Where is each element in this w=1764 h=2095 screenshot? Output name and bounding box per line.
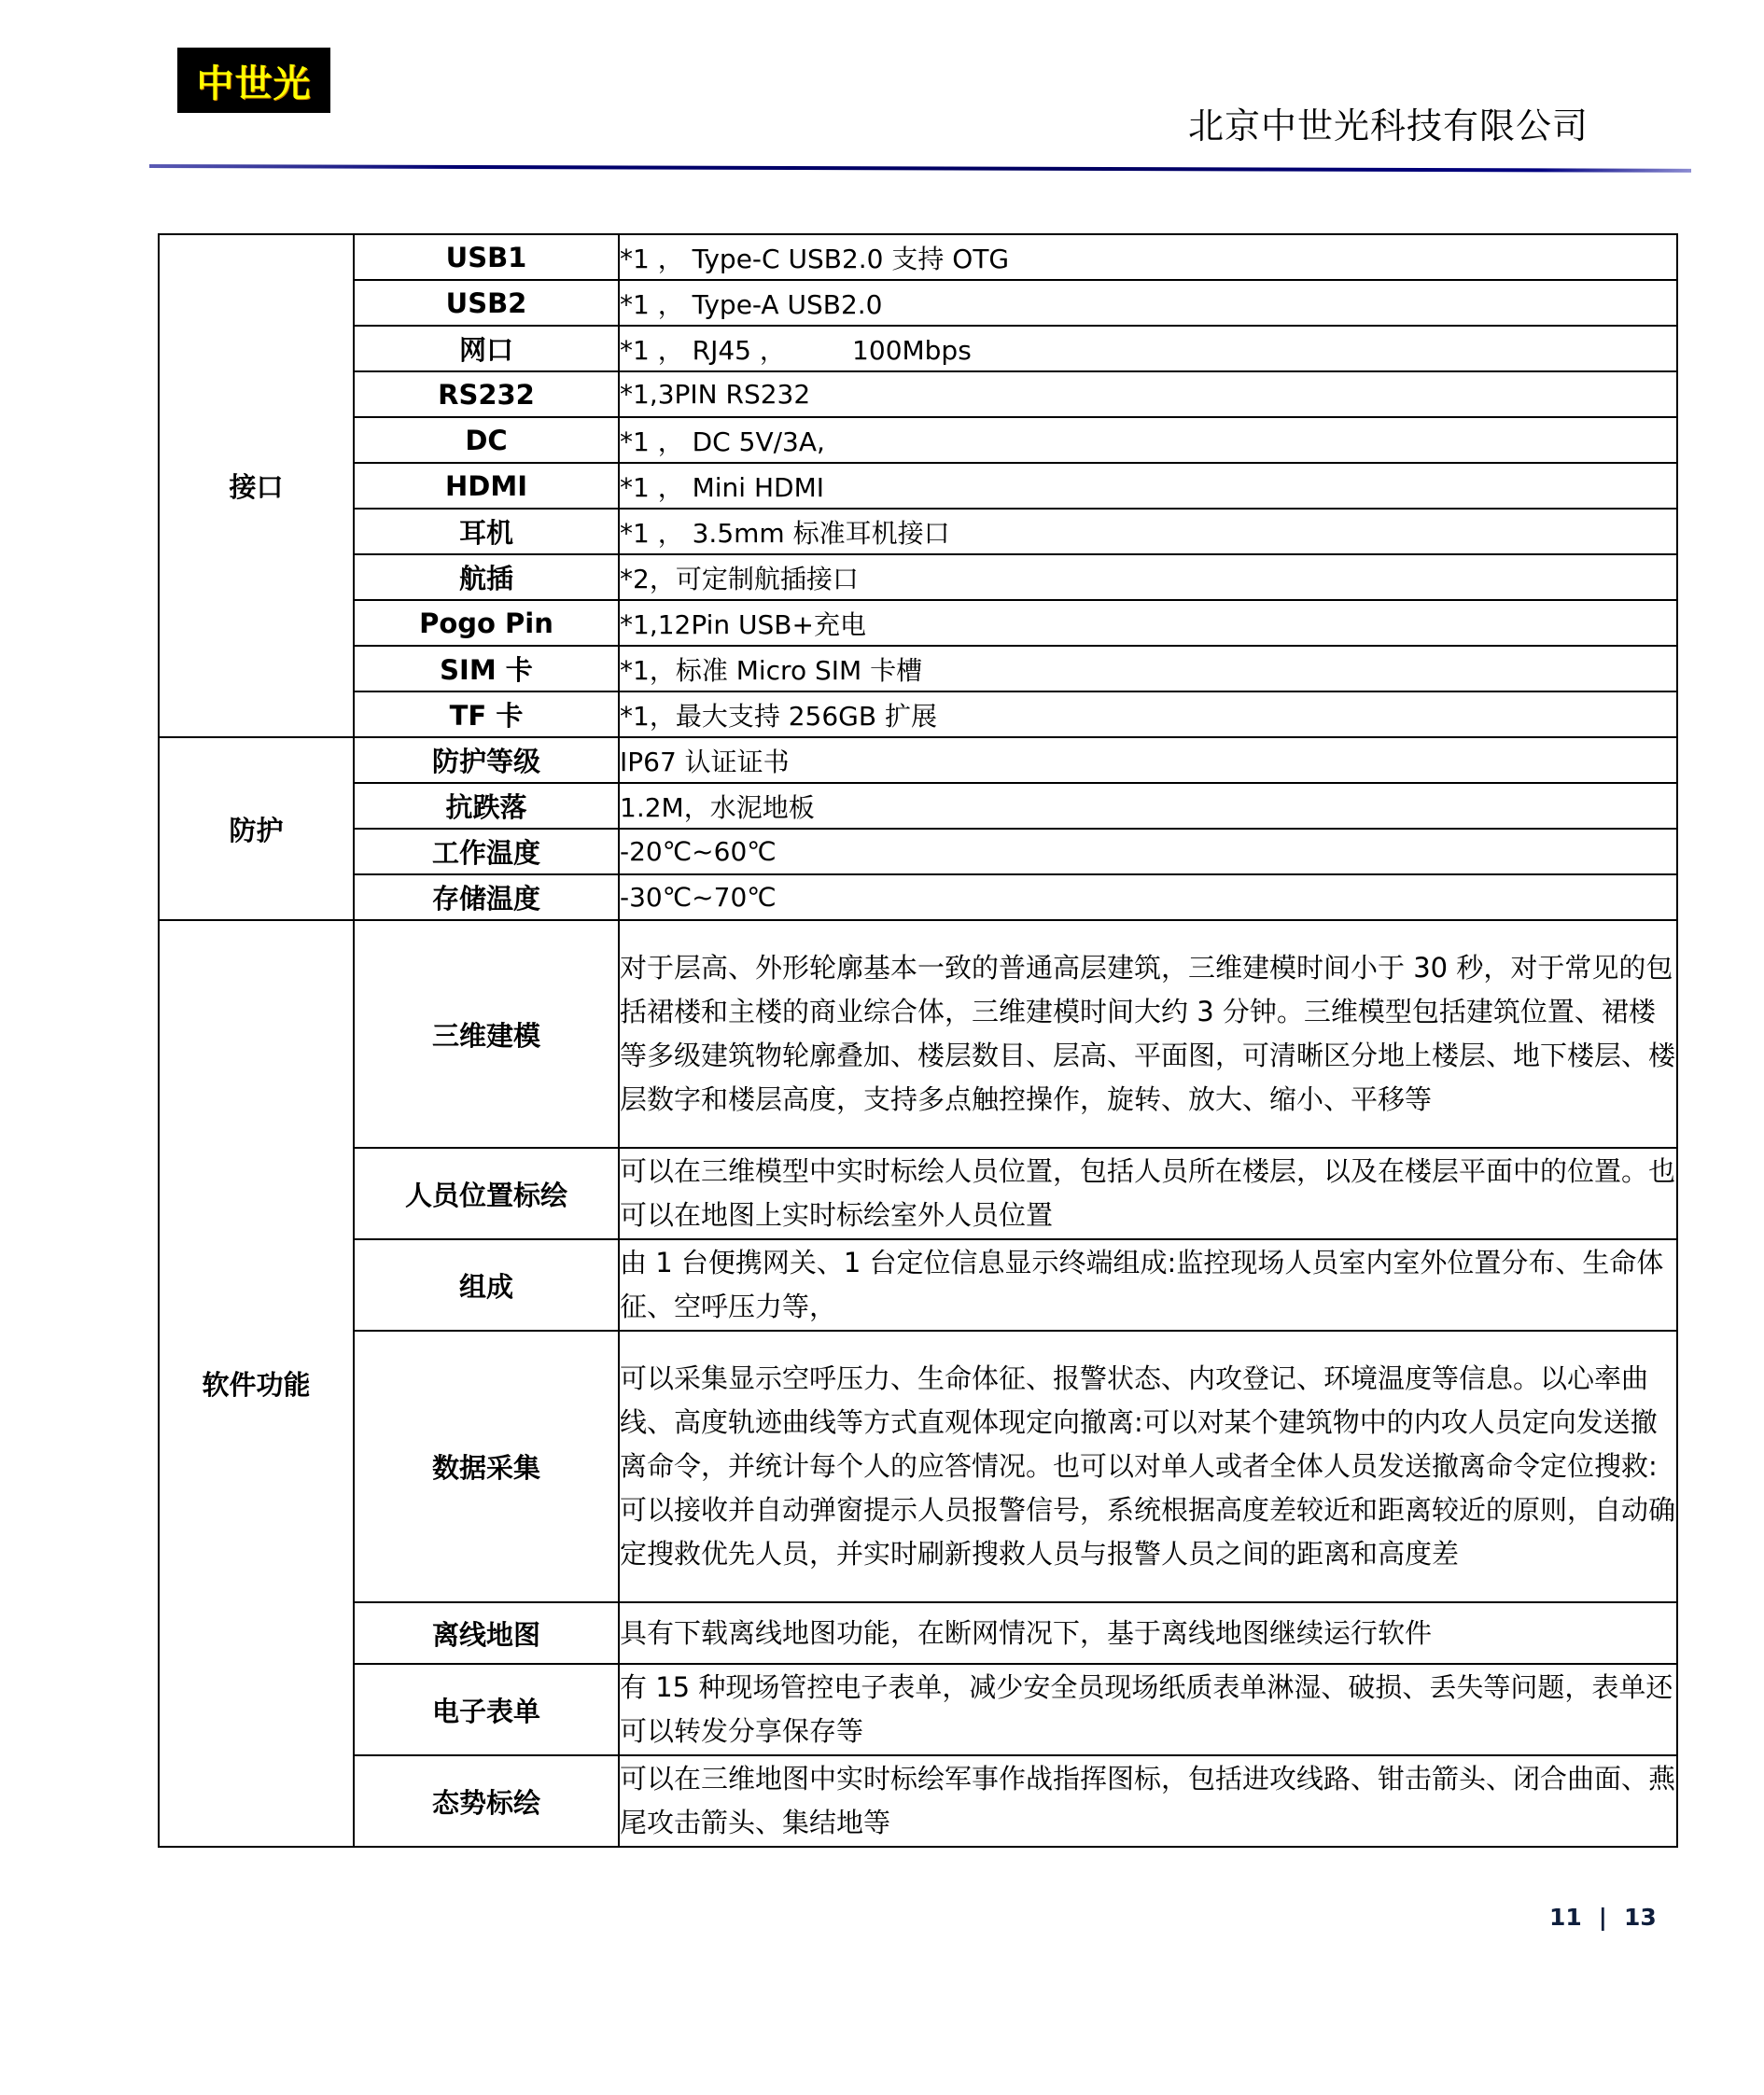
row-label: USB2 — [354, 280, 619, 326]
header-divider — [149, 164, 1691, 173]
row-label: Pogo Pin — [354, 600, 619, 646]
row-value: *1 ， Mini HDMI — [619, 463, 1677, 509]
row-value: *1 ， Type-A USB2.0 — [619, 280, 1677, 326]
row-label: TF 卡 — [354, 691, 619, 737]
table-row — [159, 326, 1677, 371]
row-label: USB1 — [354, 234, 619, 280]
row-value: 1.2M，水泥地板 — [619, 783, 1677, 829]
row-value: *1，最大支持 256GB 扩展 — [619, 691, 1677, 737]
row-value: 有 15 种现场管控电子表单，减少安全员现场纸质表单淋湿、破损、丢失等问题，表单还可以转发分享保存等 — [619, 1664, 1677, 1755]
table-row — [159, 1602, 1677, 1664]
table-row — [159, 554, 1677, 600]
row-label: 抗跌落 — [354, 783, 619, 829]
row-label: 工作温度 — [354, 829, 619, 874]
row-label: RS232 — [354, 371, 619, 417]
table-row — [159, 1755, 1677, 1847]
row-value: 由 1 台便携网关、1 台定位信息显示终端组成:监控现场人员室内室外位置分布、生命体征、空呼压力等， — [619, 1239, 1677, 1331]
row-value: *2，可定制航插接口 — [619, 554, 1677, 600]
table-row — [159, 1148, 1677, 1239]
table-row — [159, 600, 1677, 646]
row-label: 态势标绘 — [354, 1755, 619, 1847]
table-row — [159, 874, 1677, 920]
company-name: 北京中世光科技有限公司 — [1187, 105, 1589, 147]
row-value: *1,3PIN RS232 — [619, 371, 1677, 417]
row-label: 耳机 — [354, 509, 619, 554]
table-row — [159, 280, 1677, 326]
page-separator: | — [1598, 1904, 1607, 1931]
row-label: 电子表单 — [354, 1664, 619, 1755]
section-protection: 防护 — [159, 737, 354, 920]
row-label: 存储温度 — [354, 874, 619, 920]
table-row — [159, 1664, 1677, 1755]
table-row — [159, 463, 1677, 509]
table-row — [159, 1331, 1677, 1602]
row-label: 离线地图 — [354, 1602, 619, 1664]
row-value: *1 ， DC 5V/3A, — [619, 417, 1677, 463]
row-value: 可以在三维模型中实时标绘人员位置，包括人员所在楼层，以及在楼层平面中的位置。也可以在地图上实时标绘室外人员位置 — [619, 1148, 1677, 1239]
table-row — [159, 1239, 1677, 1331]
spec-table — [158, 233, 1678, 1848]
table-row — [159, 691, 1677, 737]
row-label: HDMI — [354, 463, 619, 509]
row-value: *1 ， 3.5mm 标准耳机接口 — [619, 509, 1677, 554]
row-label: 数据采集 — [354, 1331, 619, 1602]
company-logo — [177, 48, 330, 113]
row-value: *1,12Pin USB+充电 — [619, 600, 1677, 646]
total-pages: 13 — [1623, 1904, 1657, 1931]
table-row — [159, 920, 1677, 1148]
row-value: *1，标准 Micro SIM 卡槽 — [619, 646, 1677, 691]
table-row — [159, 829, 1677, 874]
row-label: 组成 — [354, 1239, 619, 1331]
page-number — [1549, 1904, 1657, 1931]
row-value: 具有下载离线地图功能，在断网情况下，基于离线地图继续运行软件 — [619, 1602, 1677, 1664]
row-label: DC — [354, 417, 619, 463]
row-value: *1 ， RJ45 ， 100Mbps — [619, 326, 1677, 371]
table-row — [159, 371, 1677, 417]
current-page: 11 — [1549, 1904, 1582, 1931]
table-row — [159, 783, 1677, 829]
row-value: 可以采集显示空呼压力、生命体征、报警状态、内攻登记、环境温度等信息。以心率曲线、高度轨迹曲线等方式直观体现定向撤离:可以对某个建筑物中的内攻人员定向发送撤离命令，并统计每个人的应答情况。也可以对单人或者全体人员发送撤离命令定位搜救:可以接收并自动弹窗提示人员报警信号，系统根据高度差较近和距离较近的原则，自动确定搜救优先人员，并实时刷新搜救人员与报警人员之间的距离和高度差 — [619, 1331, 1677, 1602]
row-label: 三维建模 — [354, 920, 619, 1148]
row-label: 防护等级 — [354, 737, 619, 783]
row-value: IP67 认证证书 — [619, 737, 1677, 783]
section-software: 软件功能 — [159, 920, 354, 1847]
row-value: -30℃~70℃ — [619, 874, 1677, 920]
section-interface: 接口 — [159, 234, 354, 737]
row-label: 航插 — [354, 554, 619, 600]
table-row — [159, 234, 1677, 280]
logo-text: 中世光 — [196, 61, 312, 105]
row-value: *1 ， Type-C USB2.0 支持 OTG — [619, 234, 1677, 280]
row-label: 人员位置标绘 — [354, 1148, 619, 1239]
row-value: 可以在三维地图中实时标绘军事作战指挥图标，包括进攻线路、钳击箭头、闭合曲面、燕尾攻击箭头、集结地等 — [619, 1755, 1677, 1847]
row-label: SIM 卡 — [354, 646, 619, 691]
table-row — [159, 737, 1677, 783]
row-value: -20℃~60℃ — [619, 829, 1677, 874]
table-row — [159, 646, 1677, 691]
table-row — [159, 417, 1677, 463]
row-value: 对于层高、外形轮廓基本一致的普通高层建筑，三维建模时间小于 30 秒，对于常见的包括裙楼和主楼的商业综合体，三维建模时间大约 3 分钟。三维模型包括建筑位置、裙楼等多级建筑物轮廓叠加、楼层数目、层高、平面图，可清晰区分地上楼层、地下楼层、楼层数字和楼层高度，支持多点触控操作，旋转、放大、缩小、平移等 — [619, 920, 1677, 1148]
table-row — [159, 509, 1677, 554]
row-label: 网口 — [354, 326, 619, 371]
